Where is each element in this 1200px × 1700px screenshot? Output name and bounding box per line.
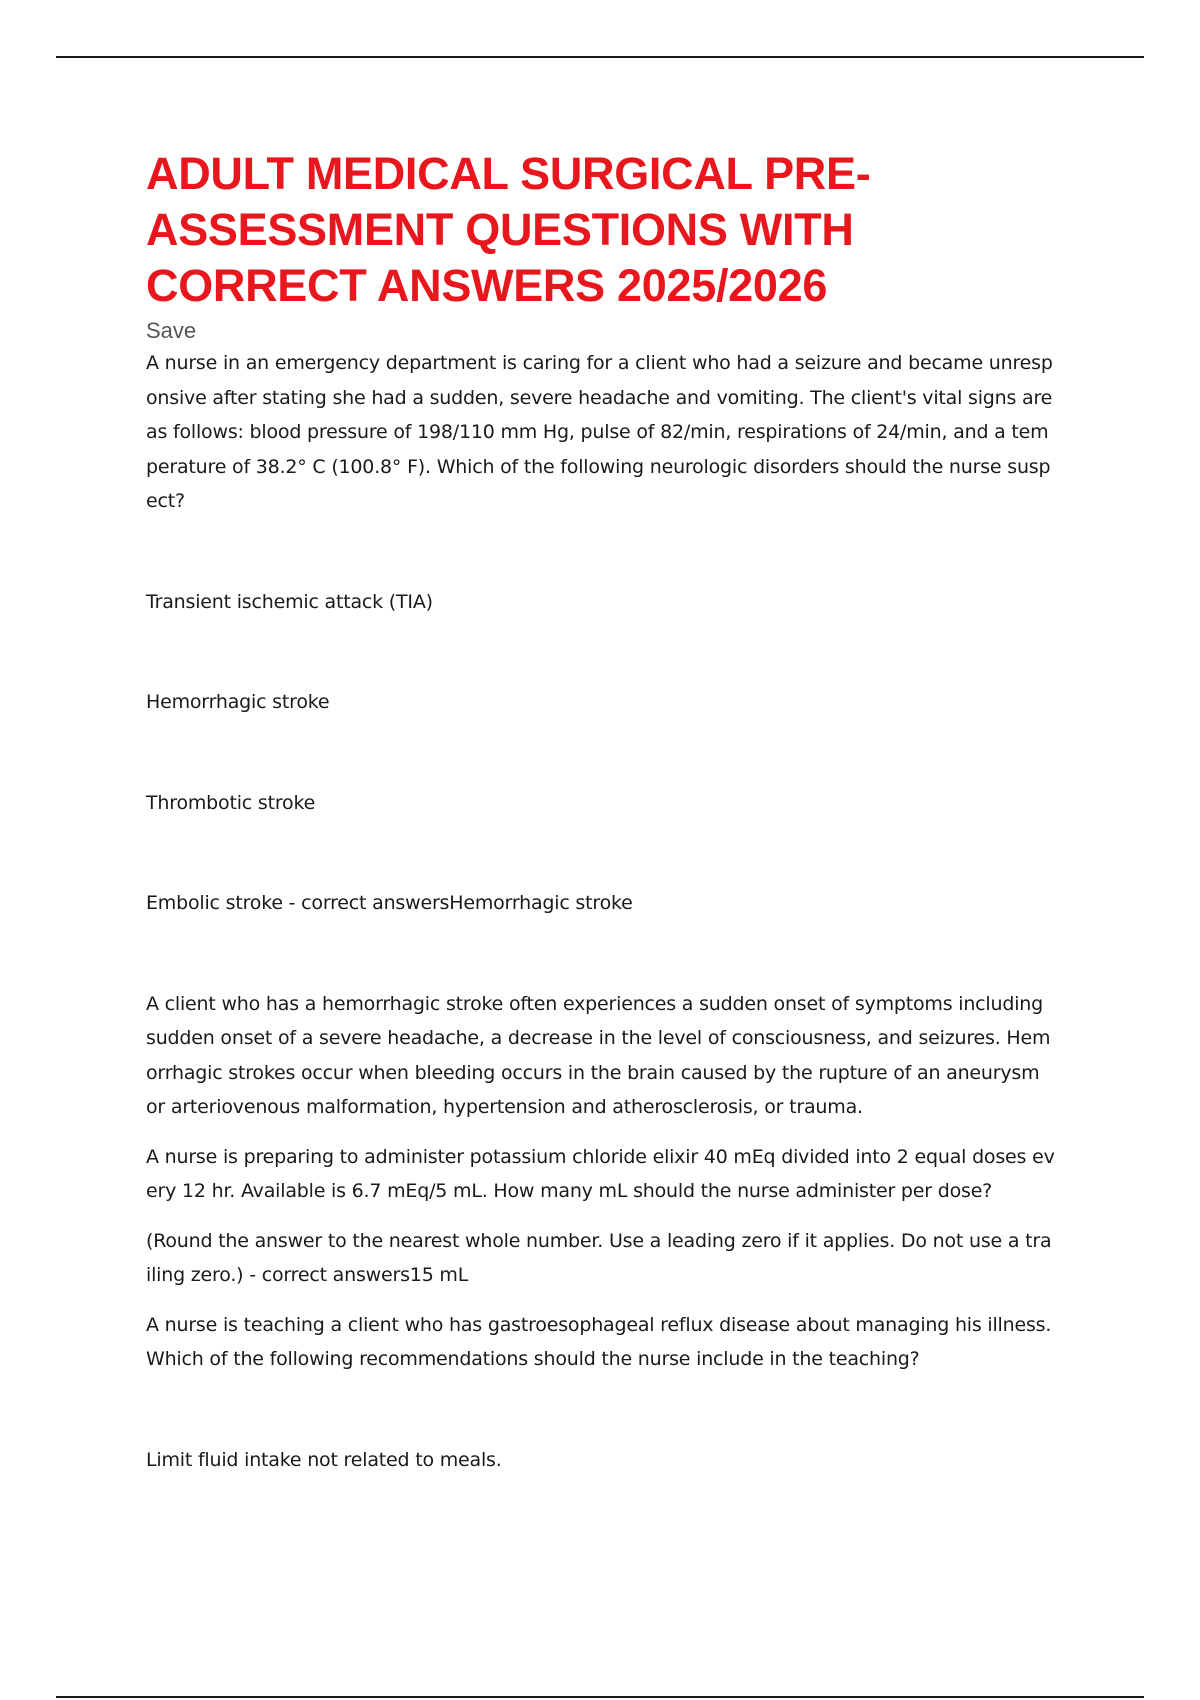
save-link[interactable]: Save bbox=[146, 318, 197, 343]
question-1-option-4-answer: Embolic stroke - correct answersHemorrhagic stroke bbox=[146, 892, 633, 914]
top-rule bbox=[56, 56, 1144, 58]
question-3-stem: A nurse is teaching a client who has gastroesophageal reflux disease about managing his illness. Which of the following recommendations should the nurse include in the teaching? bbox=[146, 1313, 1052, 1370]
question-3 bbox=[146, 1308, 1056, 1478]
document-body bbox=[146, 146, 1056, 1477]
question-1-option-1: Transient ischemic attack (TIA) bbox=[146, 590, 433, 613]
question-2-instruction-answer: (Round the answer to the nearest whole number. Use a leading zero if it applies. Do not use a trailing zero.) - correct answers15 mL bbox=[146, 1229, 1052, 1286]
question-2-stem: A nurse is preparing to administer potassium chloride elixir 40 mEq divided into 2 equal doses every 12 hr. Available is 6.7 mEq/5 mL. How many mL should the nurse administer per dose? bbox=[146, 1145, 1055, 1202]
question-1-stem: A nurse in an emergency department is caring for a client who had a seizure and became unresponsive after stating she had a sudden, severe headache and vomiting. The client's vital signs are as follows: blood pressure of 198/110 mm Hg, pulse of 82/min, respirations of 24/min, and a temperature of 38.2° C (100.8° F). Which of the following neurologic disorders should the nurse suspect? bbox=[146, 352, 1053, 512]
document-title: ADULT MEDICAL SURGICAL PRE-ASSESSMENT QUESTIONS WITH CORRECT ANSWERS 2025/2026 bbox=[146, 148, 871, 311]
question-1-option-2: Hemorrhagic stroke bbox=[146, 691, 330, 713]
question-1-option-3: Thrombotic stroke bbox=[146, 791, 316, 814]
question-3-option-1: Limit fluid intake not related to meals. bbox=[146, 1448, 502, 1471]
question-2 bbox=[146, 1140, 1056, 1293]
question-1-rationale: A client who has a hemorrhagic stroke often experiences a sudden onset of symptoms including sudden onset of a severe headache, a decrease in the level of consciousness, and seizures. Hemorrhagic strokes occur when bleeding occurs in the brain caused by the rupture of an aneurysm or arteriovenous malformation, hypertension and atherosclerosis, or trauma. bbox=[146, 992, 1051, 1118]
question-1 bbox=[146, 346, 1056, 1125]
bottom-rule bbox=[56, 1696, 1144, 1698]
